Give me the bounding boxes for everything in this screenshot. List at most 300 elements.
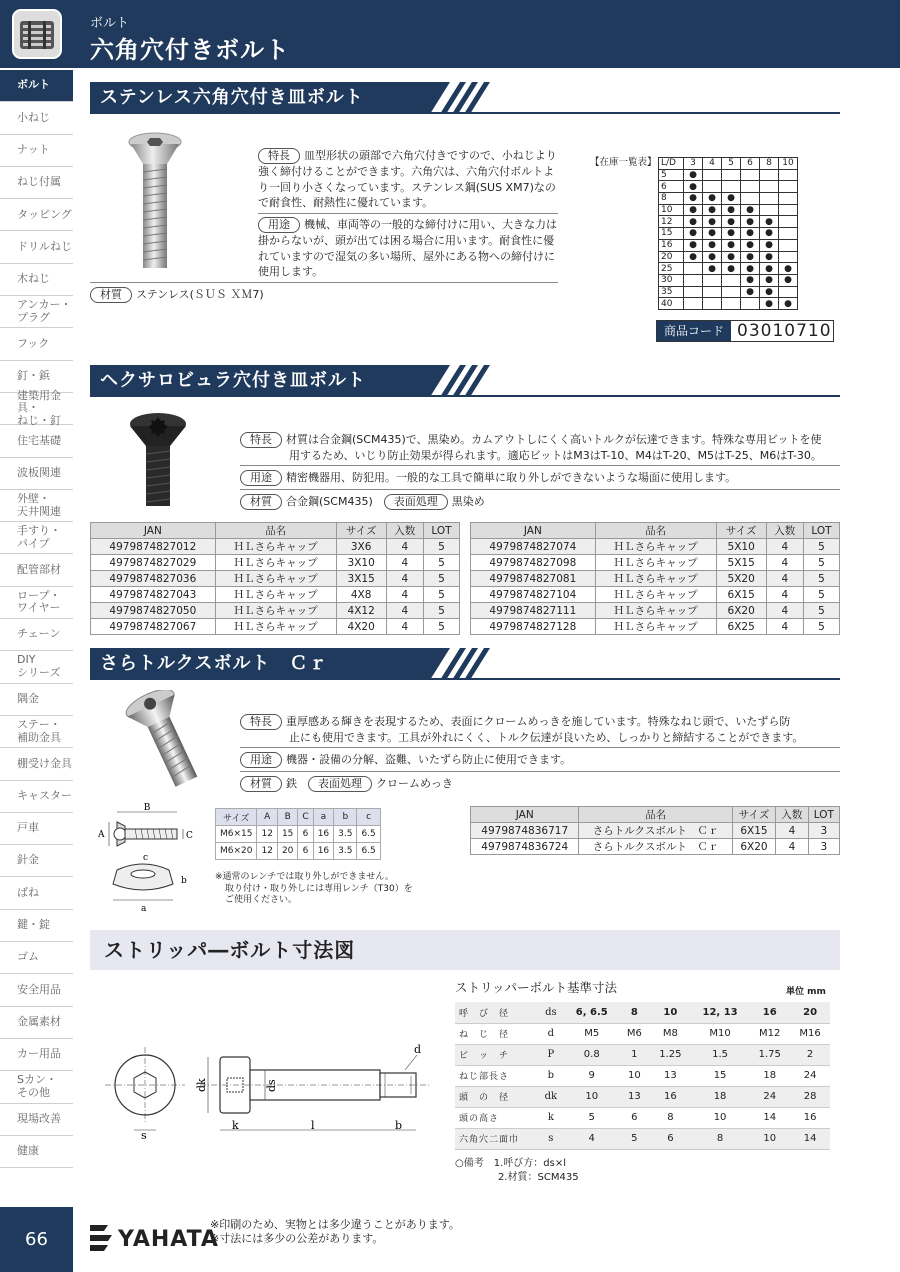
table-cell: 4979874827043 [91, 587, 216, 603]
table-cell: 8 [619, 1002, 650, 1023]
stock-cell: ● [779, 298, 798, 310]
table-cell: M16 [790, 1023, 830, 1044]
sidebar-item[interactable]: 木ねじ [0, 264, 73, 296]
table-cell: 1.5 [691, 1044, 749, 1065]
table-cell: 6X25 [716, 619, 766, 635]
stock-header-cell: L/D [659, 158, 684, 170]
table-cell: 1 [619, 1044, 650, 1065]
sidebar-item[interactable]: カー用品 [0, 1039, 73, 1071]
row-symbol: P [537, 1044, 565, 1065]
stock-cell [703, 286, 722, 298]
row-symbol: ds [537, 1002, 565, 1023]
column-header: サイズ [336, 523, 386, 539]
stock-cell: ● [741, 263, 760, 275]
column-header: c [357, 809, 380, 826]
table-cell: 14 [749, 1107, 790, 1128]
stock-cell: ● [760, 298, 779, 310]
sidebar-item[interactable]: ロープ・ ワイヤー [0, 587, 73, 619]
product-table-left [90, 522, 460, 635]
stock-cell [741, 193, 760, 205]
svg-text:C: C [186, 831, 193, 841]
table-cell: ＨＬさらキャップ [595, 539, 716, 555]
sidebar-item[interactable]: 安全用品 [0, 974, 73, 1006]
table-row [216, 826, 381, 843]
table-cell: ＨＬさらキャップ [215, 619, 336, 635]
stock-cell [684, 286, 703, 298]
s2-feature: 特長 材質は合金鋼(SCM435)で、黒染め。カムアウトしにくく高いトルクが伝達できます。特殊な専用ビットを使 用するため、いじり防止効果が得られます。適応ビットはM3はT-10、M4はT-20、M5はT-25、M6はT-30。 [240, 432, 840, 464]
table-cell: 16 [313, 843, 333, 860]
column-header: A [257, 809, 277, 826]
stock-cell: ● [779, 263, 798, 275]
column-header: LOT [803, 523, 839, 539]
yahata-logo-icon [90, 1225, 112, 1251]
table-row [455, 1128, 830, 1149]
stock-cell [779, 216, 798, 228]
row-symbol: b [537, 1065, 565, 1086]
sidebar-item[interactable]: 現場改善 [0, 1104, 73, 1136]
table-cell: 5X20 [716, 571, 766, 587]
stock-cell [779, 169, 798, 181]
table-cell: 4979874827012 [91, 539, 216, 555]
table-cell: 5 [803, 555, 839, 571]
svg-text:dk: dk [195, 1078, 208, 1092]
table-cell: 4 [386, 619, 423, 635]
sidebar-item[interactable]: ドリルねじ [0, 231, 73, 263]
table-cell: M12 [749, 1023, 790, 1044]
black-bolt-photo [125, 410, 195, 510]
section-title-text: ステンレス六角穴付き皿ボルト [100, 87, 364, 108]
sidebar-item[interactable]: フック [0, 328, 73, 360]
table-cell: 6 [650, 1128, 691, 1149]
column-header: 入数 [386, 523, 423, 539]
use-tag: 用途 [240, 752, 282, 768]
table-cell: M5 [565, 1023, 619, 1044]
sidebar-item[interactable]: 配管部材 [0, 554, 73, 586]
stock-cell [779, 286, 798, 298]
product-code: 03010710 [737, 321, 832, 341]
column-header: LOT [423, 523, 459, 539]
sidebar-item[interactable]: 波板関連 [0, 458, 73, 490]
table-cell: 13 [619, 1086, 650, 1107]
sidebar-item[interactable]: 小ねじ [0, 102, 73, 134]
table-cell: 5 [423, 539, 459, 555]
table-cell: 1.25 [650, 1044, 691, 1065]
row-symbol: dk [537, 1086, 565, 1107]
stock-cell: ● [703, 228, 722, 240]
torx-product-table [470, 806, 840, 855]
table-cell: 4979874827067 [91, 619, 216, 635]
product-code-label: 商品コード [657, 321, 731, 341]
table-row [471, 539, 840, 555]
table-cell: 4 [386, 603, 423, 619]
sidebar-item[interactable]: タッピング [0, 199, 73, 231]
sidebar-item[interactable]: ステー・ 補助金具 [0, 716, 73, 748]
stock-cell: ● [760, 274, 779, 286]
table-cell: 20 [277, 843, 297, 860]
table-cell: 4 [766, 603, 803, 619]
sidebar-item[interactable]: ゴム [0, 942, 73, 974]
row-symbol: d [537, 1023, 565, 1044]
table-cell: 3 [808, 839, 839, 855]
table-cell: 4 [766, 555, 803, 571]
column-header: B [277, 809, 297, 826]
column-header: JAN [471, 523, 596, 539]
column-header: サイズ [716, 523, 766, 539]
stock-length-cell: 6 [659, 181, 684, 193]
table-cell: ＨＬさらキャップ [215, 571, 336, 587]
row-label: ピ ッ チ [455, 1044, 537, 1065]
sidebar-item[interactable]: 手すり・ パイプ [0, 522, 73, 554]
table-row [471, 619, 840, 635]
stock-cell: ● [703, 239, 722, 251]
table-cell: 5 [565, 1107, 619, 1128]
stock-cell [779, 193, 798, 205]
stock-cell: ● [722, 239, 741, 251]
divider [240, 489, 840, 490]
table-cell: 4979874827104 [471, 587, 596, 603]
table-cell: 18 [749, 1065, 790, 1086]
column-header: a [313, 809, 333, 826]
footer-notes: ※印刷のため、実物とは多少違うことがあります。 ※寸法には多少の公差があります。 [210, 1218, 460, 1245]
page-title: 六角穴付きボルト [90, 36, 290, 64]
table-cell: 8 [691, 1128, 749, 1149]
stripes-decoration [415, 82, 840, 114]
stock-cell [760, 181, 779, 193]
table-cell: 18 [691, 1086, 749, 1107]
table-cell: 6.5 [357, 843, 380, 860]
stock-cell: ● [703, 263, 722, 275]
stainless-bolt-photo [125, 128, 185, 273]
stock-cell: ● [722, 251, 741, 263]
stock-cell: ● [760, 228, 779, 240]
s3-notes: ※通常のレンチでは取り外しができません。 取り付け・取り外しには専用レンチ（T30）を ご使用ください。 [215, 872, 413, 905]
sidebar-item[interactable]: キャスター [0, 781, 73, 813]
stock-length-cell: 10 [659, 204, 684, 216]
stripes-decoration [415, 365, 840, 397]
sidebar-item[interactable]: DIY シリーズ [0, 651, 73, 683]
stock-length-cell: 35 [659, 286, 684, 298]
column-header: 品名 [215, 523, 336, 539]
stock-cell [741, 169, 760, 181]
sidebar-item[interactable]: 健康 [0, 1136, 73, 1168]
table-row [91, 619, 460, 635]
row-label: ねじ部長さ [455, 1065, 537, 1086]
sidebar-item[interactable]: ナット [0, 135, 73, 167]
stock-cell: ● [684, 181, 703, 193]
table-row [471, 823, 840, 839]
table-cell: 16 [790, 1107, 830, 1128]
s3-feature: 特長 重厚感ある輝きを表現するため、表面にクロームめっきを施しています。特殊なねじ頭で、いたずら防 止にも使用できます。工具が外れにくく、トルク伝達が良いため、しっかりと締結することができます。 [240, 714, 840, 746]
table-cell: 16 [313, 826, 333, 843]
column-header: サイズ [732, 807, 776, 823]
use-tag: 用途 [240, 470, 282, 486]
table-cell: M10 [691, 1023, 749, 1044]
stock-length-cell: 8 [659, 193, 684, 205]
divider [240, 747, 840, 748]
stock-cell: ● [741, 204, 760, 216]
brand-name: YAHATA [118, 1227, 219, 1252]
table-cell: 4979874827074 [471, 539, 596, 555]
stock-cell: ● [760, 286, 779, 298]
sidebar-item[interactable]: ねじ付属 [0, 167, 73, 199]
column-header: JAN [471, 807, 579, 823]
s1-feature: 特長 皿型形状の頭部で六角穴付きですので、小ねじより強く締付けることができます。六角穴は、六角穴付ボルトより一回り小さくなっています。ステンレス鋼(SUS XM7)なので耐食性、耐熱性に優れています。 [258, 149, 557, 209]
row-label: 頭 の 径 [455, 1086, 537, 1107]
stock-cell [760, 193, 779, 205]
column-header: LOT [808, 807, 839, 823]
svg-text:b: b [181, 876, 187, 886]
stock-length-cell: 25 [659, 263, 684, 275]
table-cell: 4979874827128 [471, 619, 596, 635]
column-header: 品名 [595, 523, 716, 539]
table-cell: 24 [790, 1065, 830, 1086]
table-cell: 4979874827050 [91, 603, 216, 619]
sidebar-item[interactable]: 棚受け金具 [0, 748, 73, 780]
stock-cell: ● [741, 228, 760, 240]
use-tag: 用途 [258, 217, 300, 233]
section-title-torx [90, 648, 840, 680]
section-title-text: ヘクサロビュラ穴付き皿ボルト [100, 370, 366, 391]
surface-tag: 表面処理 [308, 776, 372, 792]
divider [90, 282, 558, 283]
stripper-dimension-table [455, 1002, 830, 1150]
table-cell: 10 [565, 1086, 619, 1107]
s3-use: 用途 機器・設備の分解、盗難、いたずら防止に使用できます。 [240, 752, 840, 768]
svg-text:A: A [98, 830, 105, 840]
table-cell: 4 [766, 571, 803, 587]
sidebar-item[interactable]: 住宅基礎 [0, 425, 73, 457]
material-tag: 材質 [90, 287, 132, 303]
s2-use: 用途 精密機器用、防犯用。一般的な工具で簡単に取り外しができないような場面に使用します。 [240, 470, 840, 486]
table-row [216, 843, 381, 860]
svg-text:c: c [143, 853, 149, 863]
sidebar-item[interactable]: 戸車 [0, 813, 73, 845]
stock-cell: ● [684, 216, 703, 228]
table-cell: 3.5 [334, 826, 357, 843]
category-logo-icon [12, 9, 62, 59]
table-cell: 12, 13 [691, 1002, 749, 1023]
stock-length-cell: 16 [659, 239, 684, 251]
table-cell: ＨＬさらキャップ [215, 587, 336, 603]
header-category: ボルト [90, 16, 130, 31]
table-cell: 13 [650, 1065, 691, 1086]
table-cell: 10 [619, 1065, 650, 1086]
svg-text:a: a [141, 904, 147, 914]
table-cell: 6X20 [716, 603, 766, 619]
table-cell: 6 [298, 843, 313, 860]
sidebar-item[interactable]: 隅金 [0, 684, 73, 716]
stock-cell [703, 169, 722, 181]
section-title-hexalobular [90, 365, 840, 397]
table-cell: 14 [790, 1128, 830, 1149]
table-cell: 3X10 [336, 555, 386, 571]
stock-cell: ● [760, 216, 779, 228]
column-header: b [334, 809, 357, 826]
feature-tag: 特長 [258, 148, 300, 164]
sidebar-item[interactable]: 外壁・ 天井関連 [0, 490, 73, 522]
column-header: C [298, 809, 313, 826]
table-cell: 5 [803, 539, 839, 555]
svg-text:ds: ds [265, 1079, 278, 1092]
unit-label: 単位 mm [786, 987, 826, 997]
product-table-right [470, 522, 840, 635]
sidebar-item[interactable]: ばね [0, 877, 73, 909]
table-cell: 3X15 [336, 571, 386, 587]
sidebar-item[interactable]: ボルト [0, 70, 73, 102]
svg-text:k: k [232, 1119, 239, 1132]
svg-text:d: d [414, 1043, 422, 1056]
table-cell: 5 [423, 571, 459, 587]
stock-cell [722, 286, 741, 298]
table-cell: 20 [790, 1002, 830, 1023]
stock-cell [741, 181, 760, 193]
table-cell: ＨＬさらキャップ [595, 603, 716, 619]
stock-cell: ● [684, 169, 703, 181]
table-cell: 5X10 [716, 539, 766, 555]
stock-cell [703, 181, 722, 193]
stock-header-cell: 10 [779, 158, 798, 170]
feature-tag: 特長 [240, 432, 282, 448]
stock-cell [779, 239, 798, 251]
table-cell: 4 [565, 1128, 619, 1149]
table-cell: 4 [386, 555, 423, 571]
table-cell: 6X20 [732, 839, 776, 855]
sidebar-item[interactable]: Sカン・ その他 [0, 1071, 73, 1103]
table-cell: 4979874836724 [471, 839, 579, 855]
divider [240, 465, 840, 466]
svg-text:B: B [143, 803, 151, 813]
stock-cell [684, 298, 703, 310]
stock-cell [779, 228, 798, 240]
table-cell: 6 [298, 826, 313, 843]
table-row [455, 1023, 830, 1044]
stock-cell [760, 169, 779, 181]
row-label: 六角穴二面巾 [455, 1128, 537, 1149]
stock-cell: ● [684, 251, 703, 263]
chrome-bolt-photo [112, 690, 222, 790]
stock-cell: ● [741, 274, 760, 286]
stock-cell: ● [722, 263, 741, 275]
table-cell: 6.5 [357, 826, 380, 843]
s1-use: 用途 機械、車両等の一般的な締付けに用い、大きな力は掛からないが、頭が出ては困る場合に用います。耐食性に優れていますので湿気の多い場所、屋外にある物への締付けに使用します。 [258, 218, 557, 278]
table-cell: ＨＬさらキャップ [595, 587, 716, 603]
row-symbol: k [537, 1107, 565, 1128]
table-row [91, 587, 460, 603]
table-cell: 6 [619, 1107, 650, 1128]
table-cell: 2 [790, 1044, 830, 1065]
stock-cell [779, 204, 798, 216]
table-cell: 4 [386, 539, 423, 555]
row-symbol: s [537, 1128, 565, 1149]
table-row [91, 571, 460, 587]
table-cell: M6 [619, 1023, 650, 1044]
stock-cell [779, 181, 798, 193]
stock-cell: ● [760, 251, 779, 263]
s2-material: 材質 合金鋼(SCM435) 表面処理 黒染め [240, 494, 485, 510]
sidebar-item[interactable]: アンカー・ プラグ [0, 296, 73, 328]
table-cell: ＨＬさらキャップ [215, 555, 336, 571]
table-cell: 16 [749, 1002, 790, 1023]
sidebar-item[interactable]: チェーン [0, 619, 73, 651]
sidebar-item[interactable]: 釘・鋲 [0, 361, 73, 393]
sidebar-item[interactable]: 金属素材 [0, 1007, 73, 1039]
table-cell: 4 [776, 823, 808, 839]
divider [258, 213, 558, 214]
stock-header-cell: 8 [760, 158, 779, 170]
product-code-box [656, 320, 834, 342]
torx-bolt-dimension-diagram [95, 800, 205, 915]
table-cell: 4979874827111 [471, 603, 596, 619]
stock-cell: ● [741, 239, 760, 251]
stock-cell [703, 298, 722, 310]
table-row [455, 1065, 830, 1086]
table-cell: 5 [423, 603, 459, 619]
table-cell: 4X8 [336, 587, 386, 603]
table-row [455, 1107, 830, 1128]
table-cell: 4 [766, 619, 803, 635]
stock-cell [703, 274, 722, 286]
table-row [455, 1002, 830, 1023]
divider [240, 771, 840, 772]
sidebar-item[interactable]: 鍵・錠 [0, 910, 73, 942]
stock-cell: ● [703, 251, 722, 263]
stripper-bolt-dimension-diagram [105, 1035, 450, 1145]
table-cell: 6X15 [732, 823, 776, 839]
table-cell: 3X6 [336, 539, 386, 555]
stock-cell: ● [779, 274, 798, 286]
stock-cell [760, 204, 779, 216]
table-cell: 9 [565, 1065, 619, 1086]
stripper-bolt-title: ストリッパ―ボルト寸法図 [90, 930, 840, 970]
svg-text:l: l [311, 1119, 315, 1132]
stock-cell: ● [760, 239, 779, 251]
table-cell: 5 [803, 587, 839, 603]
sidebar-item[interactable]: 針金 [0, 845, 73, 877]
stock-cell [722, 274, 741, 286]
table-cell: M6×15 [216, 826, 257, 843]
stock-cell: ● [722, 216, 741, 228]
table-cell: 3 [808, 823, 839, 839]
table-cell: 12 [257, 826, 277, 843]
table-cell: 4 [386, 571, 423, 587]
table-cell: 4979874827081 [471, 571, 596, 587]
row-label: 頭の高さ [455, 1107, 537, 1128]
stock-cell [741, 298, 760, 310]
stock-cell: ● [741, 286, 760, 298]
table-cell: 4 [776, 839, 808, 855]
table-cell: 4979874827036 [91, 571, 216, 587]
stock-cell: ● [760, 263, 779, 275]
stock-cell [779, 251, 798, 263]
table-cell: 4X12 [336, 603, 386, 619]
column-header: 入数 [776, 807, 808, 823]
table-cell: 5 [619, 1128, 650, 1149]
stock-length-cell: 20 [659, 251, 684, 263]
row-label: 呼 び 径 [455, 1002, 537, 1023]
sidebar-index [0, 70, 73, 1168]
table-cell: ＨＬさらキャップ [215, 539, 336, 555]
table-cell: ＨＬさらキャップ [595, 555, 716, 571]
s1-material: 材質 ステンレス(ＳＵＳ ＸＭ7) [90, 287, 264, 303]
table-cell: 16 [650, 1086, 691, 1107]
stock-cell [722, 169, 741, 181]
stock-cell: ● [741, 251, 760, 263]
stock-header-cell: 6 [741, 158, 760, 170]
table-cell: 5 [423, 587, 459, 603]
sidebar-item[interactable]: 建築用金具・ ねじ・釘 [0, 393, 73, 425]
table-row [471, 587, 840, 603]
table-cell: 24 [749, 1086, 790, 1107]
